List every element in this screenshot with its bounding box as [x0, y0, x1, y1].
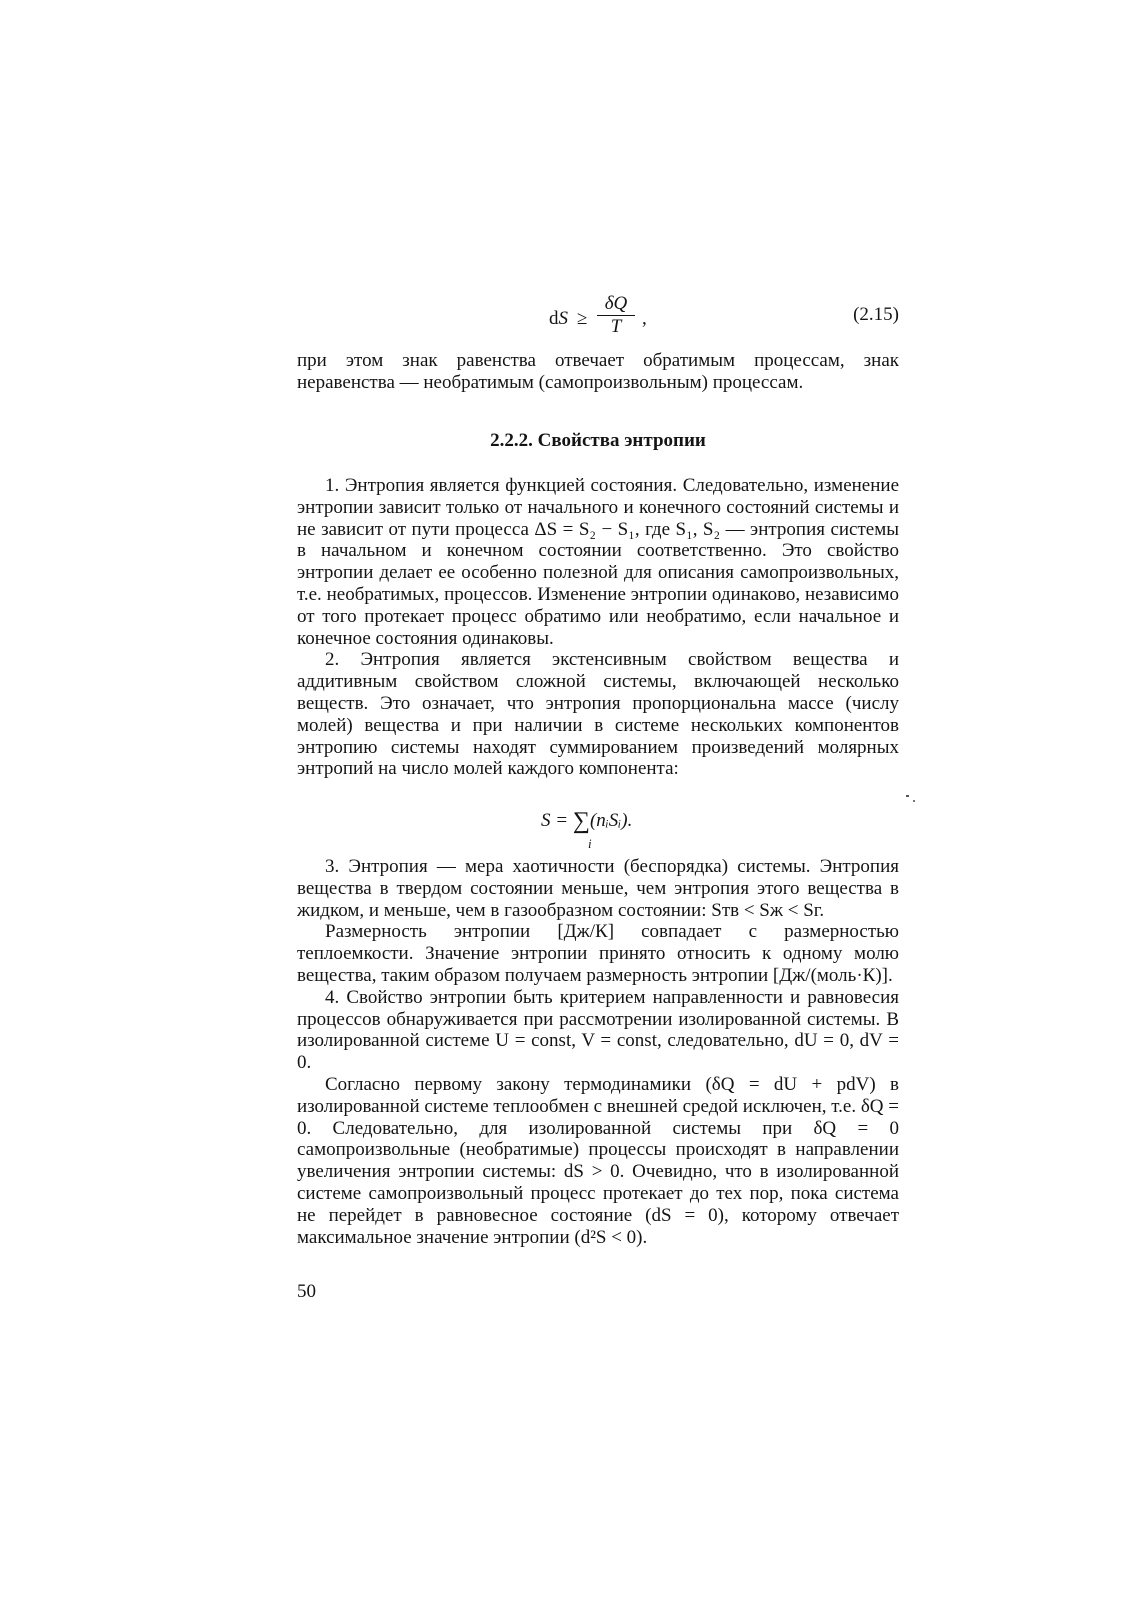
scan-speck [906, 795, 909, 797]
dimension-paragraph: Размерность энтропии [Дж/К] совпадает с размерностью теплоемкости. Значение энтропии принято относить к одному молю вещества, таким образом получаем размерность энтропии [Дж/(моль·К)]. [297, 921, 899, 986]
properties-block-1 [297, 475, 899, 780]
scan-speck [913, 800, 915, 802]
properties-block-2 [297, 856, 899, 1248]
property-item-2: 2. Энтропия является экстенсивным свойством вещества и аддитивным свойством сложной системы, включающей несколько веществ. Это означает, что энтропия пропорциональна массе (числу молей) вещества и при наличии в системе нескольких компонентов энтропию системы находят суммированием произведений молярных энтропий на число молей каждого компонента: [297, 649, 899, 780]
sum-equation-body: S = ∑(nᵢSᵢ). i [541, 808, 633, 851]
property-item-3: 3. Энтропия — мера хаотичности (беспорядка) системы. Энтропия вещества в твердом состоянии меньше, чем энтропия этого вещества в жидком, и меньше, чем в газообразном состоянии: Sтв < Sж < Sг. [297, 856, 899, 921]
equation-2-15 [297, 290, 899, 350]
equation-number: (2.15) [853, 304, 899, 325]
property-item-4: 4. Свойство энтропии быть критерием направленности и равновесия процессов обнаруживается при рассмотрении изолированной системы. В изолированной системе U = const, V = const, следовательно, dU = 0, dV = 0. [297, 986, 899, 1074]
sigma-symbol: ∑ [572, 808, 590, 834]
sum-index: i [588, 836, 592, 851]
intro-paragraph: при этом знак равенства отвечает обратимым процессам, знак неравенства — необратимым (самопроизвольным) процессам. [297, 350, 899, 393]
fraction-denominator: T [610, 316, 622, 337]
equation-lhs: dS [549, 308, 568, 329]
page-number: 50 [297, 1281, 316, 1302]
equation-relation: ≥ [577, 308, 588, 329]
property-item-1: 1. Энтропия является функцией состояния. Следовательно, изменение энтропии зависит только от начального и конечного состояний системы и не зависит от пути процесса ΔS = S₂ − S₁, где S₁, S₂ — энтропия системы в начальном и конечном состоянии соответственно. Это свойство энтропии делает ее особенно полезной для описания самопроизвольных, т.е. необратимых, процессов. Изменение энтропии одинаково, независимо от того протекает процесс обратимо или необратимо, если начальное и конечное состояния одинаковы. [297, 475, 899, 649]
sum-equation [297, 808, 899, 854]
fraction-numerator: δQ [604, 293, 628, 314]
equation-comma: , [642, 308, 647, 329]
fraction [597, 294, 635, 337]
section-heading: 2.2.2. Свойства энтропии [490, 430, 706, 451]
first-law-paragraph: Согласно первому закону термодинамики (δQ = dU + pdV) в изолированной системе теплообмен с внешней средой исключен, т.е. δQ = 0. Следовательно, для изолированной системы при δQ = 0 самопроизвольные (необратимые) процессы происходят в направлении увеличения энтропии системы: dS > 0. Очевидно, что в изолированной системе самопроизвольный процесс протекает до тех пор, пока система не перейдет в равновесное состояние (dS = 0), которому отвечает максимальное значение энтропии (d²S < 0). [297, 1073, 899, 1248]
